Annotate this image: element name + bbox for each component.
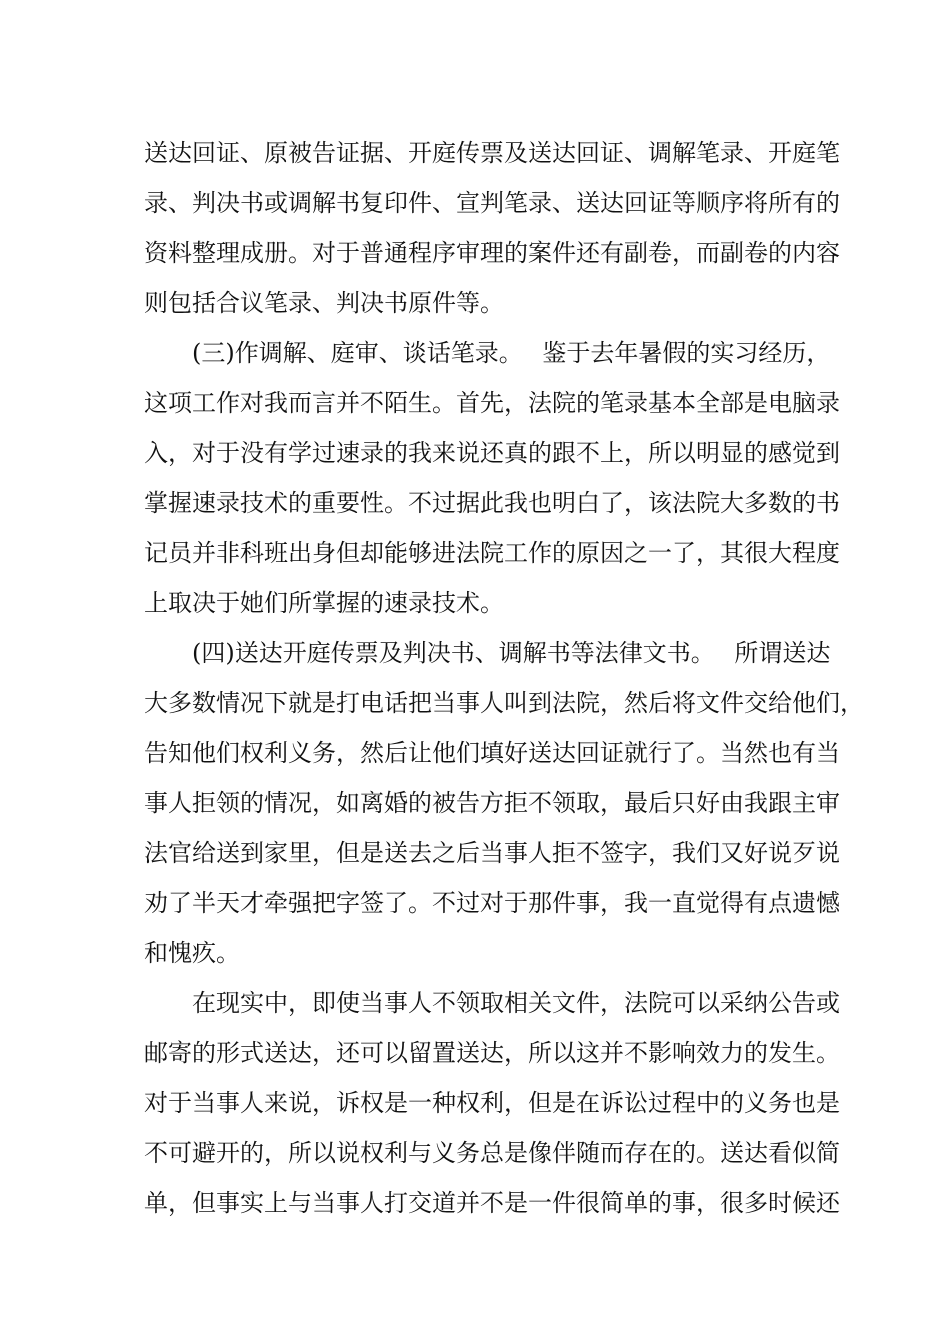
- text-line: 这项工作对我而言并不陌生。首先，法院的笔录基本全部是电脑录: [144, 389, 840, 417]
- text-line: 在现实中，即使当事人不领取相关文件，法院可以采纳公告或: [144, 989, 840, 1017]
- text-line: 和愧疚。: [144, 939, 240, 967]
- text-line: 单，但事实上与当事人打交道并不是一件很简单的事，很多时候还: [144, 1189, 840, 1217]
- text-line: 劝了半天才牵强把字签了。不过对于那件事，我一直觉得有点遗憾: [144, 889, 840, 917]
- text-line: 送达回证、原被告证据、开庭传票及送达回证、调解笔录、开庭笔: [144, 139, 840, 167]
- text-line: 则包括合议笔录、判决书原件等。: [144, 289, 504, 317]
- text-line: 上取决于她们所掌握的速录技术。: [144, 589, 504, 617]
- text-line: (四)送达开庭传票及判决书、调解书等法律文书。 所谓送达: [144, 639, 831, 667]
- text-line: 法官给送到家里，但是送去之后当事人拒不签字，我们又好说歹说: [144, 839, 840, 867]
- text-line: 事人拒领的情况，如离婚的被告方拒不领取，最后只好由我跟主审: [144, 789, 840, 817]
- text-line: 录、判决书或调解书复印件、宣判笔录、送达回证等顺序将所有的: [144, 189, 840, 217]
- text-line: 告知他们权利义务，然后让他们填好送达回证就行了。当然也有当: [144, 739, 840, 767]
- text-line: 入，对于没有学过速录的我来说还真的跟不上，所以明显的感觉到: [144, 439, 840, 467]
- text-line: 资料整理成册。对于普通程序审理的案件还有副卷，而副卷的内容: [144, 239, 840, 267]
- text-line: (三)作调解、庭审、谈话笔录。 鉴于去年暑假的实习经历，: [144, 339, 831, 367]
- text-line: 对于当事人来说，诉权是一种权利，但是在诉讼过程中的义务也是: [144, 1089, 840, 1117]
- text-line: 掌握速录技术的重要性。不过据此我也明白了，该法院大多数的书: [144, 489, 840, 517]
- text-line: 邮寄的形式送达，还可以留置送达，所以这并不影响效力的发生。: [144, 1039, 840, 1067]
- text-line: 记员并非科班出身但却能够进法院工作的原因之一了，其很大程度: [144, 539, 840, 567]
- text-line: 大多数情况下就是打电话把当事人叫到法院，然后将文件交给他们，: [144, 689, 864, 717]
- text-line: 不可避开的，所以说权利与义务总是像伴随而存在的。送达看似简: [144, 1139, 840, 1167]
